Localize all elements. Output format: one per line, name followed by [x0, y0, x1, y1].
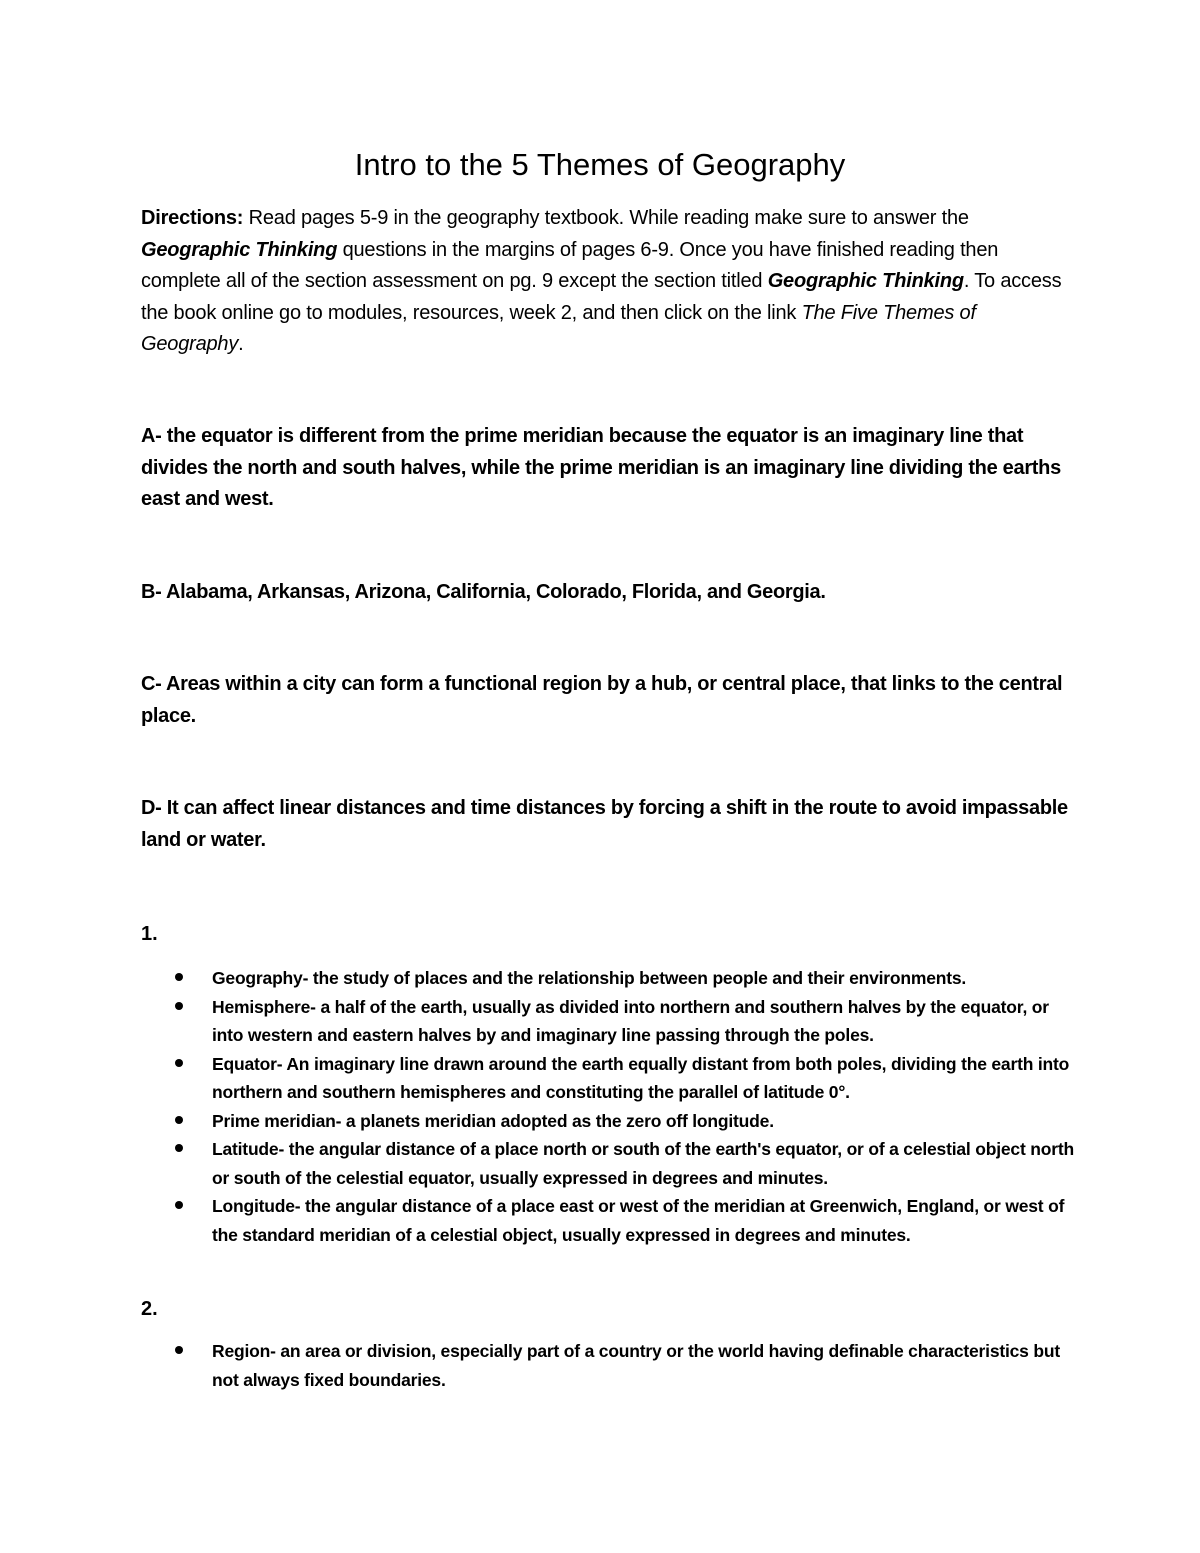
- bullet-icon: [175, 1116, 183, 1124]
- page-title: Intro to the 5 Themes of Geography: [354, 147, 846, 182]
- list-item-text: Region- an area or division, especially part of a country or the world having definable characteristics but not always fixed boundaries.: [212, 1341, 1060, 1390]
- bullet-icon: [175, 1201, 183, 1209]
- section-number-1: 1.: [141, 923, 158, 945]
- list-item-text: Prime meridian- a planets meridian adopted as the zero off longitude.: [212, 1110, 774, 1131]
- list-item-text: Equator- An imaginary line drawn around the earth equally distant from both poles, dividing the earth into northern and southern hemispheres and constituting the parallel of latitude 0°.: [212, 1053, 1070, 1102]
- list-item: [141, 1192, 1076, 1249]
- answer-d: D- It can affect linear distances and time distances by forcing a shift in the route to avoid impassable land or water.: [141, 797, 1068, 851]
- bullet-icon: [175, 973, 183, 981]
- bullet-icon: [175, 1144, 183, 1152]
- bullet-icon: [175, 1346, 183, 1354]
- list-item: [141, 964, 1076, 993]
- section-number-2: 2.: [141, 1298, 158, 1320]
- answer-b: B- Alabama, Arkansas, Arizona, California, Colorado, Florida, and Georgia.: [141, 581, 826, 603]
- directions-label: Directions:: [141, 207, 244, 229]
- list-item-text: Hemisphere- a half of the earth, usually as divided into northern and southern halves by the equator, or into western and eastern halves by and imaginary line passing through the poles.: [212, 996, 1049, 1045]
- list-item-text: Latitude- the angular distance of a place north or south of the earth's equator, or of a celestial object north or south of the celestial equator, usually expressed in degrees and minutes.: [212, 1139, 1074, 1188]
- section-1-list: [141, 964, 1076, 1249]
- list-item: [141, 1050, 1076, 1107]
- list-item-text: Longitude- the angular distance of a place east or west of the meridian at Greenwich, England, or west of the standard meridian of a celestial object, usually expressed in degrees and minutes.: [212, 1196, 1065, 1245]
- directions-text-3: . To access the book online go to modules, resources, week 2, and then click on the link: [141, 270, 1062, 324]
- directions-text-4: .: [238, 333, 244, 355]
- answer-a: A- the equator is different from the prime meridian because the equator is an imaginary line that divides the north and south halves, while the prime meridian is an imaginary line dividing the earths east and west.: [141, 425, 1061, 510]
- directions-emphasis-1: Geographic Thinking: [141, 238, 338, 261]
- directions-text-1: Read pages 5-9 in the geography textbook. While reading make sure to answer the: [243, 207, 969, 229]
- bullet-icon: [175, 1002, 183, 1010]
- list-item: [141, 1337, 1076, 1394]
- section-2-list: [141, 1337, 1076, 1394]
- directions-text-2: questions in the margins of pages 6-9. Once you have finished reading then complete all of the section assessment on pg. 9 except the section titled: [141, 238, 999, 292]
- list-item: [141, 1107, 1076, 1136]
- answer-c: C- Areas within a city can form a functional region by a hub, or central place, that links to the central place.: [141, 673, 1063, 727]
- list-item: [141, 1135, 1076, 1192]
- bullet-icon: [175, 1059, 183, 1067]
- directions-paragraph: [141, 203, 1076, 361]
- list-item-text: Geography- the study of places and the relationship between people and their environments.: [212, 968, 967, 988]
- book-link-title: The Five Themes of Geography: [141, 301, 976, 355]
- directions-emphasis-2: Geographic Thinking: [767, 270, 964, 292]
- list-item: [141, 993, 1076, 1050]
